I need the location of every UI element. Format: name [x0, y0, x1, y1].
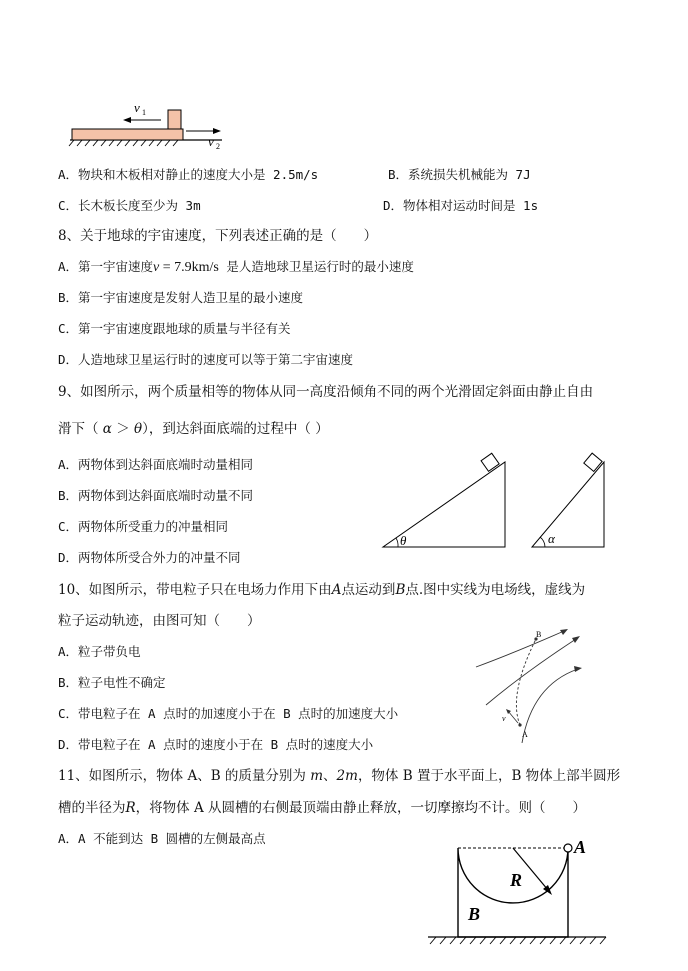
- q7-option-b: B．系统损失机械能为 7J: [388, 167, 531, 182]
- board-block-figure: [66, 98, 226, 150]
- q9-option-b: B．两物体到达斜面底端时动量不同: [58, 488, 254, 503]
- label-r: R: [510, 870, 523, 890]
- point-a-label: A: [522, 730, 528, 739]
- q9-option-d: D．两物体所受合外力的冲量不同: [58, 550, 241, 565]
- q9-stem-line2: 滑下（ α ＞ θ），到达斜面底端的过程中（ ）: [58, 421, 329, 437]
- q10-option-c: C．带电粒子在 A 点时的加速度小于在 B 点时的加速度大小: [58, 706, 399, 721]
- q9-option-c: C．两物体所受重力的冲量相同: [58, 519, 229, 534]
- v2-label: v: [208, 134, 214, 149]
- field-line-1: [476, 631, 564, 667]
- q10-stem-line2: 粒子运动轨迹，由图可知（ ）: [58, 613, 261, 629]
- velocity-label: v: [502, 714, 506, 723]
- field-line-3: [522, 669, 578, 743]
- semicircle-groove-figure: [424, 832, 610, 950]
- trajectory: [516, 639, 536, 725]
- q8-option-d: D．人造地球卫星运行时的速度可以等于第二宇宙速度: [58, 352, 354, 367]
- q10-option-d: D．带电粒子在 A 点时的速度小于在 B 点时的速度大小: [58, 737, 374, 752]
- theta-label: θ: [400, 533, 407, 548]
- q8-option-a: A．第一宇宙速度v = 7.9km/s 是人造地球卫星运行时的最小速度: [58, 259, 414, 275]
- label-a: A: [574, 837, 587, 857]
- wooden-board: [72, 129, 183, 140]
- q7-option-a: A．物块和木板相对静止的速度大小是 2.5m/s: [58, 167, 319, 182]
- q8-stem: 8、关于地球的宇宙速度，下列表述正确的是（ ）: [58, 228, 378, 244]
- q11-stem-line1: 11、如图所示，物体 A、B 的质量分别为 m、2m，物体 B 置于水平面上，B 物体上部半圆形: [58, 768, 621, 784]
- svg-text:1: 1: [142, 108, 146, 117]
- ball-a: [564, 844, 572, 852]
- inclines-figure: [380, 450, 610, 552]
- q8-option-b: B．第一宇宙速度是发射人造卫星的最小速度: [58, 290, 304, 305]
- q10-option-a: A．粒子带负电: [58, 644, 141, 659]
- q11-option-a: A．A 不能到达 B 圆槽的左侧最高点: [58, 831, 266, 846]
- q10-stem-line1: 10、如图所示，带电粒子只在电场力作用下由A点运动到B点.图中实线为电场线，虚线为: [58, 582, 586, 598]
- label-b: B: [468, 904, 481, 924]
- q9-stem-line1: 9、如图所示，两个质量相等的物体从同一高度沿倾角不同的两个光滑固定斜面由静止自由: [58, 384, 594, 400]
- svg-text:2: 2: [216, 142, 220, 150]
- v1-label: v: [134, 100, 140, 115]
- electric-field-figure: [474, 625, 584, 743]
- q11-stem-line2: 槽的半径为R，将物体 A 从圆槽的右侧最顶端由静止释放，一切摩擦均不计。则（ ）: [58, 800, 587, 816]
- q7-option-c: C．长木板长度至少为 3m: [58, 198, 201, 213]
- q9-option-a: A．两物体到达斜面底端时动量相同: [58, 457, 254, 472]
- point-b-label: B: [536, 630, 542, 639]
- q10-option-b: B．粒子电性不确定: [58, 675, 166, 690]
- q8-option-c: C．第一宇宙速度跟地球的质量与半径有关: [58, 321, 291, 336]
- incline-alpha: [532, 462, 604, 547]
- block: [168, 110, 181, 129]
- q7-option-d: D．物体相对运动时间是 1s: [383, 198, 539, 213]
- alpha-label: α: [548, 531, 555, 546]
